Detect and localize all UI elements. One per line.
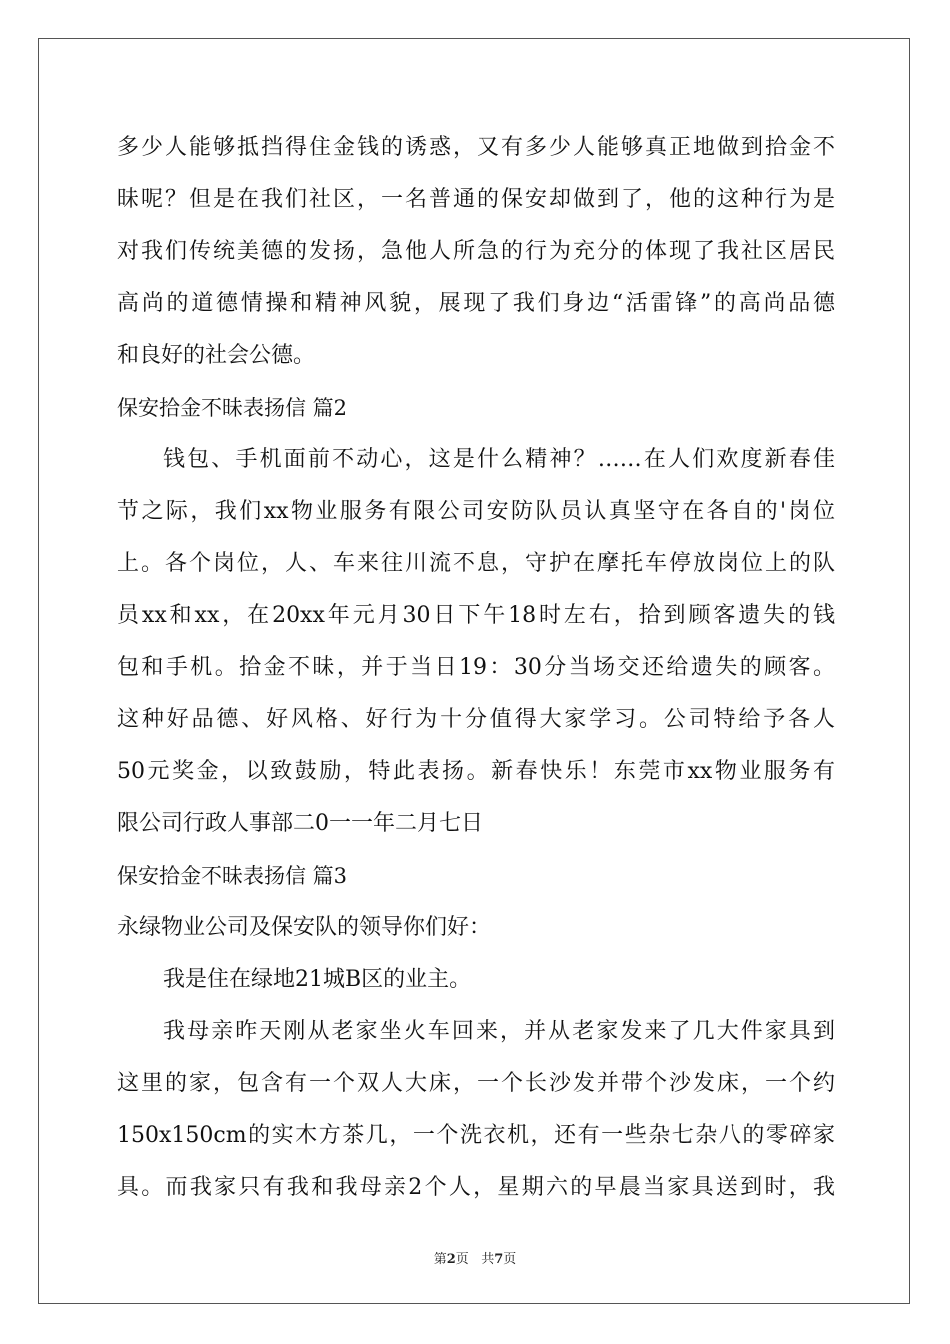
paragraph-line: 和良好的社会公德。 xyxy=(117,343,316,368)
page-footer xyxy=(0,1248,950,1267)
paragraph-line: 具。而我家只有我和我母亲2个人，星期六的早晨当家具送到时，我 xyxy=(117,1175,835,1200)
footer-middle: 页 共 xyxy=(455,1252,495,1267)
section-heading-3: 保安拾金不昧表扬信 篇3 xyxy=(117,864,348,888)
paragraph-line: 我母亲昨天刚从老家坐火车回来，并从老家发来了几大件家具到 xyxy=(163,1019,835,1044)
section-heading-2: 保安拾金不昧表扬信 篇2 xyxy=(117,396,348,420)
footer-prefix: 第 xyxy=(433,1252,447,1267)
paragraph-line: 高尚的道德情操和精神风貌，展现了我们身边“活雷锋”的高尚品德 xyxy=(117,291,835,316)
paragraph-line: 包和手机。拾金不昧，并于当日19：30分当场交还给遗失的顾客。 xyxy=(117,655,835,680)
document-body xyxy=(117,122,835,1214)
paragraph-line: 上。各个岗位，人、车来往川流不息，守护在摩托车停放岗位上的队 xyxy=(117,551,835,576)
letter-salutation: 永绿物业公司及保安队的领导你们好： xyxy=(117,915,492,940)
paragraph-line: 多少人能够抵挡得住金钱的诱惑，又有多少人能够真正地做到拾金不 xyxy=(117,135,835,160)
paragraph-line: 昧呢？但是在我们社区，一名普通的保安却做到了，他的这种行为是 xyxy=(117,187,835,212)
paragraph-line: 限公司行政人事部二0一一年二月七日 xyxy=(117,811,483,836)
paragraph-line: 节之际，我们xx物业服务有限公司安防队员认真坚守在各自的'岗位 xyxy=(117,499,835,524)
current-page-number: 2 xyxy=(446,1252,456,1267)
paragraph-line: 50元奖金，以致鼓励，特此表扬。新春快乐！东莞市xx物业服务有 xyxy=(117,759,835,784)
paragraph-line: 员xx和xx，在20xx年元月30日下午18时左右，拾到顾客遗失的钱 xyxy=(117,603,835,628)
paragraph-line: 我是住在绿地21城B区的业主。 xyxy=(163,967,472,992)
paragraph-line: 这种好品德、好风格、好行为十分值得大家学习。公司特给予各人 xyxy=(117,707,835,732)
total-page-number: 7 xyxy=(494,1252,504,1267)
paragraph-line: 对我们传统美德的发扬，急他人所急的行为充分的体现了我社区居民 xyxy=(117,239,835,264)
paragraph-line: 钱包、手机面前不动心，这是什么精神？……在人们欢度新春佳 xyxy=(163,447,835,472)
footer-suffix: 页 xyxy=(503,1252,517,1267)
paragraph-line: 150x150cm的实木方茶几，一个洗衣机，还有一些杂七杂八的零碎家 xyxy=(117,1123,835,1148)
paragraph-line: 这里的家，包含有一个双人大床，一个长沙发并带个沙发床，一个约 xyxy=(117,1071,835,1096)
